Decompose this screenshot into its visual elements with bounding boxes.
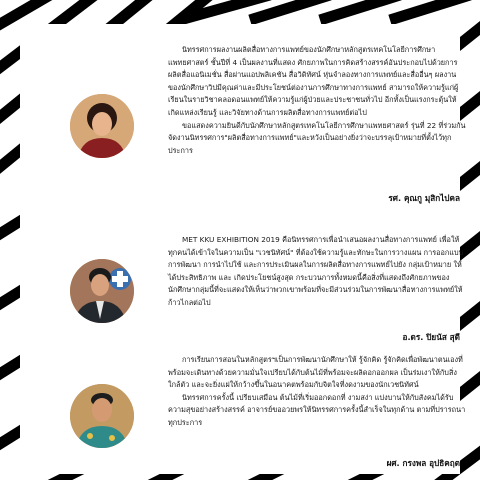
portrait-photo-1 [70,94,134,158]
signature-2: อ.ดร. ปิยนัส สุดี [402,332,460,342]
section-1-text [168,44,466,157]
stripe [320,0,400,20]
message-card [20,24,466,474]
paragraph: การเรียนการสอนในหลักสูตรฯเป็นการพัฒนานักศึกษาให้ รู้จักคิด รู้จักคิดเพื่อพัฒนาตนเองที่พร้อมจะเดินทางด้วยความมั่นใจเปรียบได้กับต้นไม้ที่พร้อมจะผลิดอกออกผล เป็นร่มเงาให้กับสิ่งใกล้ตัว และจะยิ่งแผ่ให้กว้างขึ้นในอนาคตพร้อมกับจิตใจที่งดงามของนักเวชนิทัศน์ [168,355,463,390]
section-2-text [168,234,466,310]
section-3-text [168,354,466,430]
signature-1: รศ. คุณกู มุสิกไปคล [388,193,460,203]
paragraph: นิทรรศการครั้งนี้ เปรียบเสมือน ต้นไม้ที่เริ่มออกดอกที่ งามสง่า แบ่งบานให้กับสังคมได้รับความสุขอย่างสร้างสรรค์ อาจารย์ขออวยพรให้นิทรรศการครั้งนี้สำเร็จในทุกด้าน ตามที่ปรารถนาทุกประการ [168,392,466,427]
paragraph: นิทรรศการผลงานผลิตสื่อทางการแพทย์ของนักศึกษาหลักสูตรเทคโนโลยีการศึกษาแพทยศาสตร์ ชั้นปีที่ 4 เป็นผลงานที่แสดง ศักยภาพในการคิดสร้างสรรค์อันประกอบไปด้วยการผลิตสื่อแอนิเมชั่น สื่อผ่านแอปพลิเคชัน สื่อวิดิทัศน์ หุ่นจำลองทางการแพทย์และสื่ออื่นๆ ผลงานของนักศึกษาวิปมีคุณค่าและมีประโยชน์ต่องานการศึกษาทางการแพทย์ สามารถให้ความรู้แก่ผู้เรียนในรายวิชาคลอดอนแพทย์ให้ความรู้แก่ผู้ป่วยและประชาชนทั่วไป อีกทั้งเป็นแรงกระตุ้นให้เกิดแหล่งเรียนรู้ และวิจัยทางด้านการผลิตสื่อทางการแพทย์ต่อไป [168,45,459,117]
signature-3: ผศ. กรงพล อุปธิคฤต [386,458,460,468]
stripe [250,0,330,20]
portrait-photo-2 [70,259,134,323]
paragraph: ขอแสดงความยินดีกับนักศึกษาหลักสูตรเทคโนโลยีการศึกษาแพทยศาสตร์ รุ่นที่ 22 ที่ร่วมกันจัดงานนิทรรศการ"ผลิตสื่อทางการแพทย์"และหวังเป็นอย่างยิ่งว่าจะบรรลุเป้าหมายที่ตั้งไว้ทุกประการ [168,120,466,155]
stripe [390,0,470,20]
portrait-photo-3 [70,384,134,448]
paragraph: MET KKU EXHIBITION 2019 คือนิทรรศการเพื่อนำเสนอผลงานสื่อทางการแพทย์ เพื่อให้ทุกคนได้เข้าใจในความเป็น "เวชนิทัศน์" ที่ต้องใช้ความรู้และทักษะในการวางแผน การออกแบบ การพัฒนา การนำไปใช้ และการประเมินผลในการผลิตสื่อทางการแพทย์ไปยัง กลุ่มเป้าหมาย ให้ได้ประสิทธิภาพ และ เกิดประโยชน์สูงสุด กระบวนการทั้งหมดนี้คือสิ่งที่แสดงถึงศักยภาพของนักศึกษากลุ่มนี้ที่จะแสดงให้เห็นว่าพวกเขาพร้อมที่จะมีส่วนร่วมในการพัฒนาสื่อทางการแพทย์ให้ก้าวไกลต่อไป [168,235,464,307]
